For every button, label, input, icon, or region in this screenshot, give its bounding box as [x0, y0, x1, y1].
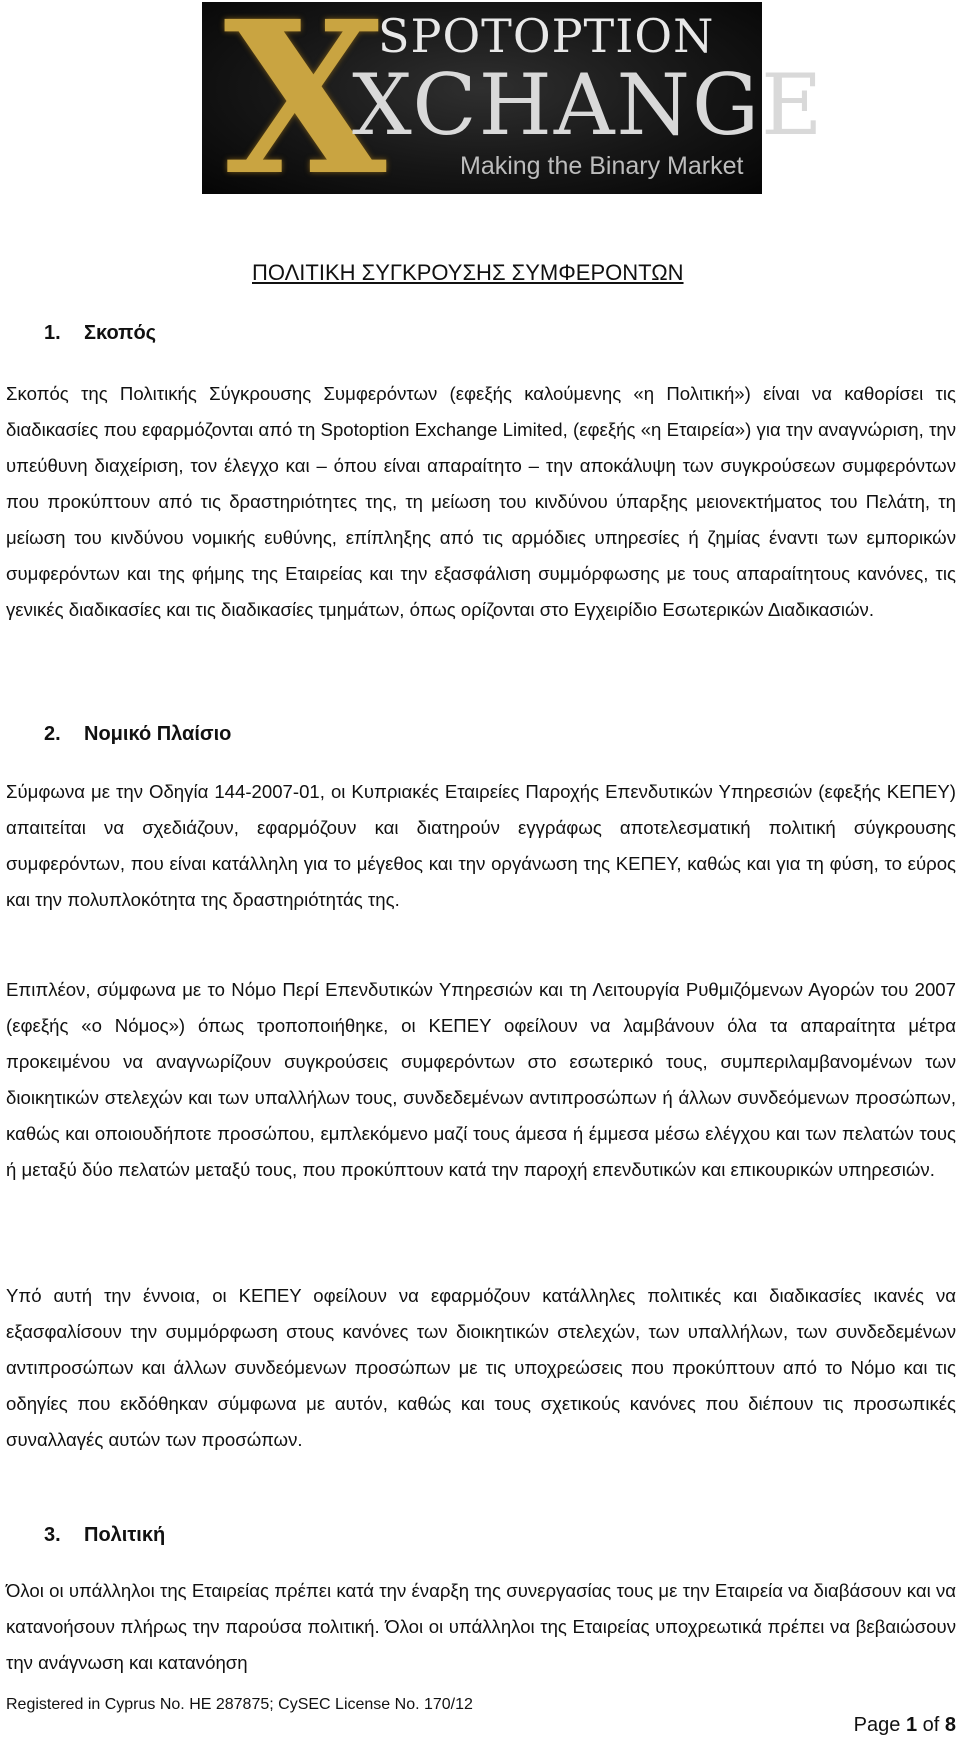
paragraph: Σύμφωνα με την Οδηγία 144-2007-01, οι Κυπριακές Εταιρείες Παροχής Επενδυτικών Υπηρεσιών (εφεξής ΚΕΠΕΥ) απαιτείται να σχεδιάζουν, εφαρμόζουν και διατηρούν εγγράφως αποτελεσματική πολιτική σύγκρουσης συμφερόντων, που είναι κατάλληλη για το μέγεθος και την οργάνωση της ΚΕΠΕΥ, καθώς και για τη φύση, το εύρος και την πολυπλοκότητα της δραστηριότητάς της.: [6, 781, 956, 910]
page-current: 1: [905, 1714, 918, 1736]
page-total: 8: [944, 1714, 956, 1736]
section-heading-3: [44, 1521, 165, 1549]
page-of: of: [922, 1714, 940, 1736]
section-number: 1.: [44, 322, 61, 344]
section-number: 3.: [44, 1524, 61, 1546]
paragraph: Επιπλέον, σύμφωνα με το Νόμο Περί Επενδυτικών Υπηρεσιών και τη Λειτουργία Ρυθμιζόμενων Αγορών του 2007 (εφεξής «ο Νόμος») όπως τροποποιήθηκε, οι ΚΕΠΕΥ οφείλουν να λαμβάνουν όλα τα απαραίτητα μέτρα προκειμένου να αναγνωρίζουν συγκρούσεις συμφερόντων στο εσωτερικό τους, συμπεριλαμβανομένων των διοικητικών στελεχών και των υπαλλήλων τους, συνδεδεμένων αντιπροσώπων ή άλλων συνδεόμενων προσώπων, καθώς και οποιουδήποτε προσώπου, εμπλεκόμενο μαζί τους άμεσα ή έμμεσα μέσω ελέγχου και των πελατών τους ή μεταξύ δύο πελατών μεταξύ τους, που προκύπτουν κατά την παροχή επενδυτικών και επικουρικών υπηρεσιών.: [6, 979, 956, 1180]
footer-registration: Registered in Cyprus No. HE 287875; CySEC License No. 170/12: [6, 1696, 473, 1713]
paragraph: Σκοπός της Πολιτικής Σύγκρουσης Συμφερόντων (εφεξής καλούμενης «η Πολιτική») είναι να καθορίσει τις διαδικασίες που εφαρμόζονται από τη Spotoption Exchange Limited, (εφεξής «η Εταιρεία») για την αναγνώριση, την υπεύθυνη διαχείριση, τον έλεγχο και – όπου είναι απαραίτητο – την αποκάλυψη των συγκρούσεων συμφερόντων που προκύπτουν από τις δραστηριότητες της, τη μείωση του κινδύνου ύπαρξης μειονεκτήματος του Πελάτη, τη μείωση του κινδύνου νομικής ευθύνης, επίπληξης από τις αρμόδιες υπηρεσίες ή ζημίας έναντι των εμπορικών συμφερόντων και της φήμης της Εταιρείας και την εξασφάλιση συμμόρφωσης με τους απαραίτητους κανόνες, τις γενικές διαδικασίες και τις διαδικασίες τμημάτων, όπως ορίζονται στο Εγχειρίδιο Εσωτερικών Διαδικασιών.: [6, 383, 956, 620]
section-title: Πολιτική: [84, 1524, 166, 1546]
document-title: ΠΟΛΙΤΙΚΗ ΣΥΓΚΡΟΥΣΗΣ ΣΥΜΦΕΡΟΝΤΩΝ: [252, 260, 684, 285]
section-heading-1: [44, 319, 156, 347]
page-number: [854, 1712, 956, 1738]
page-label: Page: [853, 1714, 901, 1736]
section-number: 2.: [44, 723, 61, 745]
logo-tagline: Making the Binary Market: [460, 152, 744, 180]
logo-mid-text: XCHANGE: [352, 56, 825, 154]
logo-top-text: SPOTOPTION: [378, 9, 715, 63]
section-title: Νομικό Πλαίσιο: [84, 723, 232, 745]
paragraph: Όλοι οι υπάλληλοι της Εταιρείας πρέπει κατά την έναρξη της συνεργασίας τους με την Εταιρεία να διαβάσουν και να κατανοήσουν πλήρως την παρούσα πολιτική. Όλοι οι υπάλληλοι της Εταιρείας υποχρεωτικά πρέπει να βεβαιώσουν την ανάγνωση και κατανόηση: [6, 1580, 956, 1673]
company-logo: [202, 0, 825, 222]
logo-x-mark: X: [223, 0, 387, 222]
section-heading-2: [44, 720, 231, 748]
paragraph: Υπό αυτή την έννοια, οι ΚΕΠΕΥ οφείλουν να εφαρμόζουν κατάλληλες πολιτικές και διαδικασίες ικανές να εξασφαλίσουν την συμμόρφωση στους κανόνες των διοικητικών στελεχών, των υπαλλήλων, των συνδεδεμένων αντιπροσώπων και άλλων συνδεόμενων προσώπων με τις υποχρεώσεις που προκύπτουν από το Νόμο και τις οδηγίες που εκδόθηκαν σύμφωνα με αυτόν, καθώς και τους σχετικούς κανόνες που διέπουν τις προσωπικές συναλλαγές αυτών των προσώπων.: [6, 1285, 956, 1450]
section-title: Σκοπός: [84, 322, 157, 344]
